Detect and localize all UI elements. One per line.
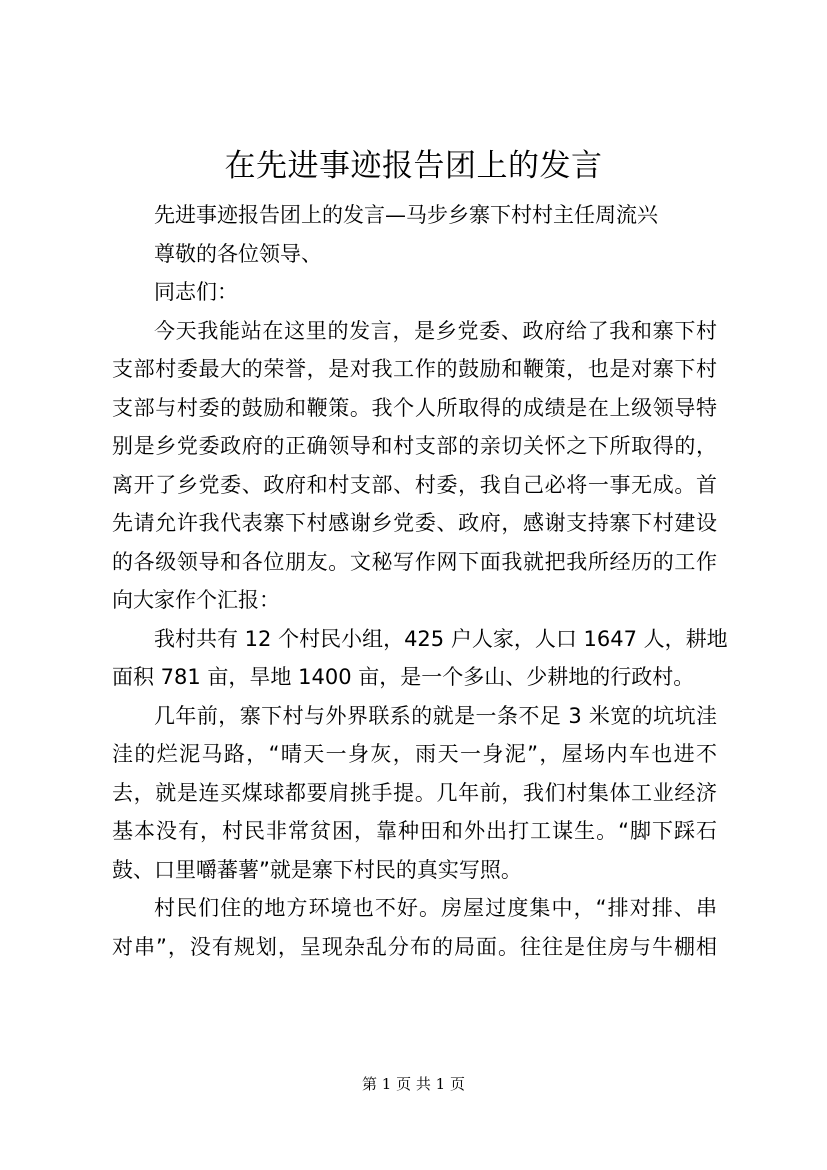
text-line: 别是乡党委政府的正确领导和村支部的亲切关怀之下所取得的， <box>112 434 717 458</box>
text-line: 洼的烂泥马路，“晴天一身灰，雨天一身泥”，屋场内车也进不 <box>112 742 717 766</box>
text-line: 支部村委最大的荣誉，是对我工作的鼓励和鞭策，也是对寨下村 <box>112 357 717 381</box>
paragraph-subtitle <box>112 196 717 235</box>
text-line: 我村共有 12 个村民小组，425 户人家，人口 1647 人，耕地 <box>154 626 728 651</box>
text-line: 鼓、口里嚼蕃薯”就是寨下村民的真实写照。 <box>112 857 522 882</box>
text-line: 去，就是连买煤球都要肩挑手提。几年前，我们村集体工业经济 <box>112 780 717 805</box>
text-line: 同志们： <box>154 280 238 304</box>
paragraph-intro <box>112 312 717 620</box>
text-line: 向大家作个汇报： <box>112 588 280 612</box>
text-line: 基本没有，村民非常贫困，靠种田和外出打工谋生。“脚下踩石 <box>112 819 717 843</box>
text-line: 几年前，寨下村与外界联系的就是一条不足 3 米宽的坑坑洼 <box>154 703 717 728</box>
text-line: 尊敬的各位领导、 <box>154 241 322 266</box>
text-line: 先请允许我代表寨下村感谢乡党委、政府，感谢支持寨下村建设 <box>112 511 717 535</box>
text-line: 村民们住的地方环境也不好。房屋过度集中，“排对排、串 <box>154 896 717 920</box>
text-line: 离开了乡党委、政府和村支部、村委，我自己必将一事无成。首 <box>112 472 717 497</box>
text-line: 今天我能站在这里的发言，是乡党委、政府给了我和寨下村 <box>154 318 717 343</box>
text-line: 对串”，没有规划，呈现杂乱分布的局面。往往是住房与牛棚相 <box>112 934 717 959</box>
paragraph-salutation-2 <box>112 273 717 312</box>
text-line: 先进事迹报告团上的发言—马步乡寨下村村主任周流兴 <box>154 203 658 227</box>
paragraph-salutation <box>112 235 717 274</box>
text-line: 面积 781 亩，旱地 1400 亩，是一个多山、少耕地的行政村。 <box>112 665 695 689</box>
paragraph-history <box>112 697 717 890</box>
page-footer: 第 1 页 共 1 页 <box>362 1075 465 1093</box>
paragraph-village-stats <box>112 620 728 697</box>
paragraph-environment <box>112 889 717 966</box>
text-line: 的各级领导和各位朋友。文秘写作网下面我就把我所经历的工作 <box>112 549 717 574</box>
document-title: 在先进事迹报告团上的发言 <box>224 148 603 184</box>
text-line: 支部与村委的鼓励和鞭策。我个人所取得的成绩是在上级领导特 <box>112 395 717 420</box>
document-body <box>112 196 728 966</box>
